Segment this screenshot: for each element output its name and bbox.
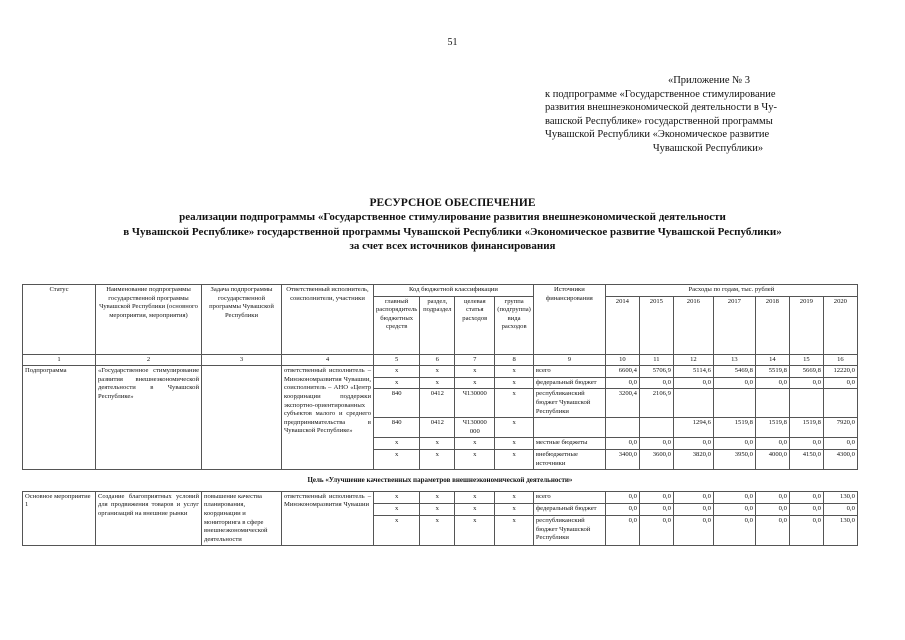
col-num: 15 xyxy=(789,354,823,366)
cell-value: 5519,8 xyxy=(755,366,789,378)
cell-value: 0,0 xyxy=(713,438,755,450)
cell-value: 1519,8 xyxy=(755,418,789,438)
cell-target: x xyxy=(455,449,495,469)
cell-group: x xyxy=(495,449,534,469)
cell-section: x xyxy=(420,503,455,515)
cell-value: 0,0 xyxy=(789,377,823,389)
cell-main-manager: x xyxy=(374,366,420,378)
cell-value xyxy=(673,389,713,418)
col-num: 12 xyxy=(673,354,713,366)
appendix-line: к подпрограмме «Государственное стимулирование xyxy=(545,88,776,100)
row-name: Создание благоприятных условий для продвижения товаров и услуг организаций на внешние рынки xyxy=(96,491,202,546)
cell-value: 6600,4 xyxy=(605,366,639,378)
cell-section: x xyxy=(420,491,455,503)
col-num: 7 xyxy=(455,354,495,366)
cell-section: 0412 xyxy=(420,389,455,418)
cell-value: 0,0 xyxy=(755,516,789,546)
cell-value: 0,0 xyxy=(639,438,673,450)
cell-target: x xyxy=(455,366,495,378)
col-num: 8 xyxy=(495,354,534,366)
header-section: раздел, подраздел xyxy=(420,296,455,354)
header-main-manager: главный распорядитель бюджетных средств xyxy=(374,296,420,354)
cell-value: 0,0 xyxy=(673,438,713,450)
row-name: «Государственное стимулирование развития внешнеэкономической деятельности в Чувашской Республике» xyxy=(96,366,202,470)
cell-value: 1519,8 xyxy=(713,418,755,438)
cell-value: 4150,0 xyxy=(789,449,823,469)
header-year: 2017 xyxy=(713,296,755,354)
table-row xyxy=(23,491,858,503)
cell-group: x xyxy=(495,389,534,418)
cell-value: 12220,0 xyxy=(823,366,857,378)
appendix-line: вашской Республике» государственной программы xyxy=(545,115,773,127)
cell-value: 0,0 xyxy=(639,516,673,546)
row-task xyxy=(202,366,282,470)
header-sources: Источники финансирования xyxy=(533,285,605,355)
cell-value: 4000,0 xyxy=(755,449,789,469)
col-num: 1 xyxy=(23,354,96,366)
column-number-row xyxy=(23,354,858,366)
cell-group: x xyxy=(495,377,534,389)
cell-value: 0,0 xyxy=(789,438,823,450)
col-num: 3 xyxy=(202,354,282,366)
cell-value: 3200,4 xyxy=(605,389,639,418)
cell-target: x xyxy=(455,438,495,450)
appendix-line: Чувашской Республики «Экономическое развитие xyxy=(545,129,770,141)
row-task: повышение качества планирования, координации и мониторинга в сфере внешнеэкономической деятельности xyxy=(202,491,282,546)
cell-group: x xyxy=(495,418,534,438)
cell-value: 0,0 xyxy=(755,377,789,389)
col-num: 4 xyxy=(282,354,374,366)
cell-value: 0,0 xyxy=(823,438,857,450)
cell-value: 0,0 xyxy=(755,503,789,515)
cell-section: x xyxy=(420,449,455,469)
cell-value: 0,0 xyxy=(605,491,639,503)
cell-value: 1294,6 xyxy=(673,418,713,438)
cell-main-manager: 840 xyxy=(374,418,420,438)
title-line: в Чувашской Республике» государственной программы Чувашской Республики «Экономическое развитие Чувашской Республики» xyxy=(123,225,782,238)
subprogram-block xyxy=(23,366,858,470)
cell-section: x xyxy=(420,516,455,546)
cell-main-manager: x xyxy=(374,516,420,546)
header-year: 2018 xyxy=(755,296,789,354)
cell-group: x xyxy=(495,503,534,515)
col-num: 2 xyxy=(96,354,202,366)
cell-source: федеральный бюджет xyxy=(533,377,605,389)
cell-main-manager: 840 xyxy=(374,389,420,418)
row-status: Подпрограмма xyxy=(23,366,96,470)
cell-value: 0,0 xyxy=(673,491,713,503)
cell-value: 0,0 xyxy=(713,491,755,503)
cell-main-manager: x xyxy=(374,503,420,515)
col-num: 11 xyxy=(639,354,673,366)
cell-source: республиканский бюджет Чувашской Республики xyxy=(533,516,605,546)
cell-target: x xyxy=(455,377,495,389)
header-year: 2020 xyxy=(823,296,857,354)
title-line: реализации подпрограммы «Государственное стимулирование развития внешнеэкономической деятельности xyxy=(179,211,726,224)
main-activity-block xyxy=(23,491,858,546)
cell-value: 4300,0 xyxy=(823,449,857,469)
cell-value xyxy=(713,389,755,418)
cell-source: всего xyxy=(533,491,605,503)
cell-value: 0,0 xyxy=(755,491,789,503)
cell-section: x xyxy=(420,438,455,450)
resource-table xyxy=(22,284,858,546)
cell-main-manager: x xyxy=(374,491,420,503)
cell-target: x xyxy=(455,491,495,503)
goal-row xyxy=(23,470,858,492)
cell-value: 7920,0 xyxy=(823,418,857,438)
cell-section: 0412 xyxy=(420,418,455,438)
header-year: 2016 xyxy=(673,296,713,354)
header-responsible: Ответственный исполнитель, соисполнители, участники xyxy=(282,285,374,355)
cell-section: x xyxy=(420,377,455,389)
cell-value: 2106,9 xyxy=(639,389,673,418)
cell-value xyxy=(823,389,857,418)
cell-value: 0,0 xyxy=(639,377,673,389)
cell-value: 0,0 xyxy=(605,516,639,546)
cell-value: 3400,0 xyxy=(605,449,639,469)
cell-value xyxy=(639,418,673,438)
cell-group: x xyxy=(495,366,534,378)
cell-value: 0,0 xyxy=(755,438,789,450)
goal-text: Цель «Улучшение качественных параметров внешнеэкономической деятельности» xyxy=(307,476,573,485)
appendix-note xyxy=(545,74,845,156)
col-num: 14 xyxy=(755,354,789,366)
header-task: Задача подпрограммы государственной программы Чувашской Республики xyxy=(202,285,282,355)
cell-value: 0,0 xyxy=(823,377,857,389)
row-responsible: ответственный исполнитель – Минэкономразвития Чувашии xyxy=(282,491,374,546)
cell-source: всего xyxy=(533,366,605,378)
cell-value: 3820,0 xyxy=(673,449,713,469)
cell-group: x xyxy=(495,491,534,503)
header-target: целевая статья расходов xyxy=(455,296,495,354)
header-group: группа (подгруппа) вида расходов xyxy=(495,296,534,354)
cell-value: 0,0 xyxy=(605,503,639,515)
title-main: РЕСУРСНОЕ ОБЕСПЕЧЕНИЕ xyxy=(369,197,536,209)
col-num: 13 xyxy=(713,354,755,366)
col-num: 16 xyxy=(823,354,857,366)
cell-value: 0,0 xyxy=(713,377,755,389)
header-status: Статус xyxy=(23,285,96,355)
cell-source: федеральный бюджет xyxy=(533,503,605,515)
cell-value xyxy=(605,418,639,438)
cell-value: 0,0 xyxy=(673,516,713,546)
cell-value: 0,0 xyxy=(673,503,713,515)
cell-value: 3950,0 xyxy=(713,449,755,469)
cell-source xyxy=(533,418,605,438)
cell-value: 0,0 xyxy=(789,491,823,503)
cell-value: 130,0 xyxy=(823,516,857,546)
cell-main-manager: x xyxy=(374,449,420,469)
cell-value xyxy=(789,389,823,418)
row-status: Основное мероприятие 1 xyxy=(23,491,96,546)
document-title xyxy=(0,196,905,254)
cell-value: 0,0 xyxy=(713,503,755,515)
cell-value: 5669,8 xyxy=(789,366,823,378)
cell-value: 0,0 xyxy=(673,377,713,389)
cell-value: 0,0 xyxy=(713,516,755,546)
appendix-line: Чувашской Республики» xyxy=(652,142,764,154)
cell-value: 5114,6 xyxy=(673,366,713,378)
cell-value xyxy=(755,389,789,418)
cell-value: 0,0 xyxy=(789,503,823,515)
row-responsible: ответственный исполнитель – Минэкономразвития Чувашии, соисполнитель – АНО «Центр координации поддержки экспортно-ориентированных субъектов малого и среднего предпринимательства в Чувашской Республике» xyxy=(282,366,374,470)
header-year: 2015 xyxy=(639,296,673,354)
cell-value: 0,0 xyxy=(639,503,673,515)
col-num: 6 xyxy=(420,354,455,366)
cell-value: 0,0 xyxy=(639,491,673,503)
appendix-line: «Приложение № 3 xyxy=(667,75,751,86)
cell-target: x xyxy=(455,503,495,515)
cell-value: 1519,8 xyxy=(789,418,823,438)
table-row xyxy=(23,366,858,378)
page-number: 51 xyxy=(447,37,458,48)
appendix-line: развития внешнеэкономической деятельности в Чу- xyxy=(545,102,777,114)
title-line: за счет всех источников финансирования xyxy=(349,240,556,253)
col-num: 5 xyxy=(374,354,420,366)
header-name: Наименование подпрограммы государственной программы Чувашской Республики (основного мероприятия, мероприятия) xyxy=(96,285,202,355)
cell-target: Ч130000 xyxy=(455,389,495,418)
cell-group: x xyxy=(495,516,534,546)
cell-value: 0,0 xyxy=(823,503,857,515)
cell-main-manager: x xyxy=(374,438,420,450)
cell-value: 5706,9 xyxy=(639,366,673,378)
header-year: 2019 xyxy=(789,296,823,354)
cell-source: местные бюджеты xyxy=(533,438,605,450)
header-year: 2014 xyxy=(605,296,639,354)
col-num: 10 xyxy=(605,354,639,366)
cell-value: 0,0 xyxy=(789,516,823,546)
cell-target: Ч130000 000 xyxy=(455,418,495,438)
cell-group: x xyxy=(495,438,534,450)
header-expenses: Расходы по годам, тыс. рублей xyxy=(605,285,857,297)
cell-value: 0,0 xyxy=(605,438,639,450)
cell-value: 0,0 xyxy=(605,377,639,389)
cell-main-manager: x xyxy=(374,377,420,389)
col-num: 9 xyxy=(533,354,605,366)
cell-target: x xyxy=(455,516,495,546)
header-budget-code: Код бюджетной классификации xyxy=(374,285,534,297)
cell-source: внебюджетные источники xyxy=(533,449,605,469)
cell-section: x xyxy=(420,366,455,378)
header-row xyxy=(23,285,858,297)
cell-source: республиканский бюджет Чувашской Республики xyxy=(533,389,605,418)
cell-value: 5469,8 xyxy=(713,366,755,378)
cell-value: 130,0 xyxy=(823,491,857,503)
cell-value: 3600,0 xyxy=(639,449,673,469)
